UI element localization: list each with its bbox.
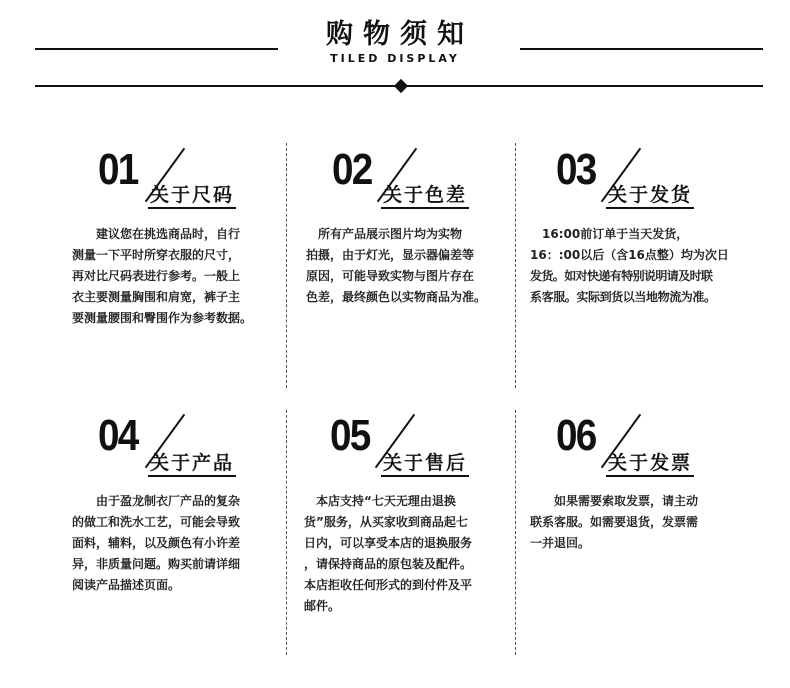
- card-body-line: 阅读产品描述页面。: [72, 578, 181, 592]
- card-body-line: 异，非质量问题。购买前请详细: [72, 557, 241, 571]
- title-underline: [381, 207, 469, 209]
- card-body-line: 要测量腰围和臀围作为参考数据。: [72, 311, 253, 325]
- card-body: [530, 491, 720, 554]
- card-body-line: 衣主要测量胸围和肩宽，裤子主: [72, 290, 241, 304]
- card-body-line: 再对比尺码表进行参考。一般上: [72, 269, 241, 283]
- card-title: 关于产品: [150, 452, 235, 474]
- card-number: 04: [98, 411, 138, 460]
- column-divider: [515, 410, 516, 655]
- title-underline: [606, 475, 694, 477]
- diamond-ornament: [394, 79, 408, 93]
- card-body-line: 16：:00以后（含16点整）均为次日: [530, 248, 729, 262]
- card-body: [72, 224, 262, 329]
- card-body-line: 由于盈龙制衣厂产品的复杂: [72, 494, 241, 508]
- card-body-line: 一并退回。: [530, 536, 591, 550]
- card-body-line: 原因，可能导致实物与图片存在: [306, 269, 475, 283]
- card-number: 05: [330, 411, 370, 460]
- card-number: 06: [556, 411, 596, 460]
- title-underline: [381, 475, 469, 477]
- card-body: [530, 224, 729, 308]
- page-title: 购物须知: [326, 19, 474, 50]
- card-body-line: 系客服。实际到货以当地物流为准。: [530, 290, 716, 304]
- card-body-line: 拍摄，由于灯光，显示器偏差等: [306, 248, 475, 262]
- card-body: [306, 224, 496, 308]
- card-body-line: 发货。如对快递有特别说明请及时联: [530, 269, 713, 283]
- card-body-line: 邮件。: [304, 599, 341, 613]
- card-body-line: 如果需要索取发票，请主动: [530, 494, 699, 508]
- card-body-line: 面料，辅料，以及颜色有小许差: [72, 536, 241, 550]
- card-title: 关于色差: [383, 184, 468, 206]
- card-number: 03: [556, 145, 596, 194]
- card-title: 关于尺码: [150, 184, 235, 206]
- card-body-line: 本店支持“七天无理由退换: [304, 494, 456, 508]
- card-number: 01: [98, 145, 138, 194]
- column-divider: [515, 143, 516, 388]
- card-body-line: 色差，最终颜色以实物商品为准。: [306, 290, 487, 304]
- card-body-line: 建议您在挑选商品时，自行: [72, 227, 241, 241]
- card-body-line: 日内，可以享受本店的退换服务: [304, 536, 473, 550]
- card-body: [304, 491, 494, 617]
- card-title: 关于发票: [608, 452, 693, 474]
- title-underline: [606, 207, 694, 209]
- page-subtitle: TILED DISPLAY: [330, 52, 460, 65]
- card-title: 关于发货: [608, 184, 693, 206]
- title-underline: [148, 475, 236, 477]
- column-divider: [286, 143, 287, 388]
- card-body-line: 的做工和洗水工艺，可能会导致: [72, 515, 241, 529]
- card-body-line: 所有产品展示图片均为实物: [306, 227, 463, 241]
- card-body-line: ，请保持商品的原包装及配件。: [304, 557, 473, 571]
- header-rule-left: [35, 48, 278, 50]
- card-body: [72, 491, 262, 596]
- card-body-line: 本店拒收任何形式的到付件及平: [304, 578, 473, 592]
- card-body-line: 16:00前订单于当天发货，: [530, 227, 689, 241]
- card-body-line: 货”服务，从买家收到商品起七: [304, 515, 468, 529]
- title-underline: [148, 207, 236, 209]
- header-rule-right: [520, 48, 763, 50]
- card-number: 02: [332, 145, 372, 194]
- card-body-line: 联系客服。如需要退货，发票需: [530, 515, 699, 529]
- column-divider: [286, 410, 287, 655]
- card-body-line: 测量一下平时所穿衣服的尺寸，: [72, 248, 241, 262]
- card-title: 关于售后: [383, 452, 468, 474]
